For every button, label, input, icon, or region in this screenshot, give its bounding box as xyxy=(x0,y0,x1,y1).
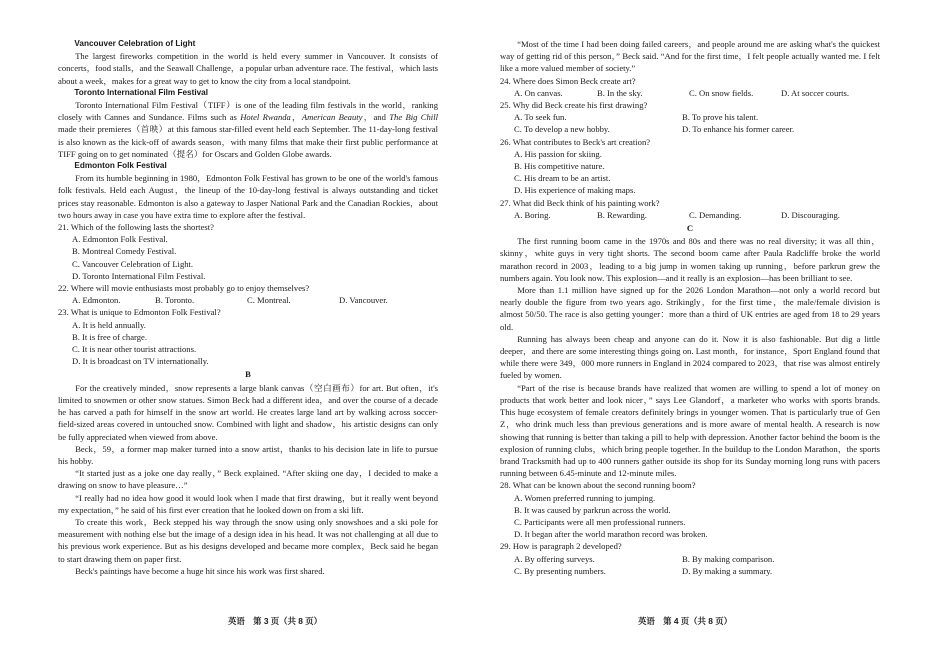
options-27 xyxy=(500,209,880,221)
paragraph-toronto xyxy=(58,99,438,160)
option-21b: B. Montreal Comedy Festival. xyxy=(72,246,177,257)
option-24a: A. On canvas. xyxy=(514,87,563,98)
question-22: 22. Where will movie enthusiasts most probably go to enjoy themselves? xyxy=(58,283,310,294)
options-29-row1 xyxy=(500,553,880,565)
option-22a: A. Edmonton. xyxy=(72,295,121,306)
option-24c: C. On snow fields. xyxy=(689,87,754,98)
option-25d: D. To enhance his former career. xyxy=(682,124,795,135)
option-29c: C. By presenting numbers. xyxy=(514,565,606,576)
option-26b: B. His competitive nature. xyxy=(514,161,605,172)
option-21c: C. Vancouver Celebration of Light. xyxy=(72,258,194,269)
options-25-row2 xyxy=(500,123,880,135)
options-29-row2 xyxy=(500,565,880,577)
option-28c: C. Participants were all men professional runners. xyxy=(514,516,686,527)
option-28b: B. It was caused by parkrun across the world. xyxy=(514,504,671,515)
option-23a: A. It is held annually. xyxy=(72,319,146,330)
option-24d: D. At soccer courts. xyxy=(781,87,850,98)
text-span: Toronto International Film Festival（TIFF）is one of the leading film festivals in the world，ranking closely with Cannes and Sundance. Films such as xyxy=(58,100,438,123)
paragraph-c4: “Part of the rise is because brands have realized that women are willing to spend a lot of money on products that work better and look nicer，” says Lee Glandorf，a marketer who works with sports brands. This huge ecosystem of female creators definitely brings in younger women. That is particularly true of Gen Z，who drink much less than previous generations and is more aware of mental health. A research is now showing that running is better than taking a pill to help with depression. Another factor behind the boom is the explosion of running clubs，which bring people together. In the buildup to the London Marathon，the sports brand Tracksmith had up to 400 runners gather outside its shop for its Sunday morning long runs with pacers running between 6.45-minute and 12-minute miles. xyxy=(500,382,880,479)
section-heading-toronto: Toronto International Film Festival xyxy=(74,87,208,97)
paragraph-c2: More than 1.1 million have signed up for the 2026 London Marathon—not only a world record but nearly double the figure from two years ago. Strikingly，for the first time，the male/female division is almost 50/50. The race is also getting younger：more than a third of UK entries are aged from 18 to 29 years old. xyxy=(500,285,880,332)
question-27: 27. What did Beck think of his painting work? xyxy=(500,197,660,208)
options-25-row1 xyxy=(500,111,880,123)
left-column xyxy=(58,38,438,577)
option-22d: D. Vancouver. xyxy=(339,295,388,306)
paragraph-c3: Running has always been cheap and anyone can do it. Now it is also fashionable. But dig a little deeper，and there are some interesting things going on. Last month，for instance，Sport England found that while there were 349，000 more runners in England in 2024 compared to 2023，that rise was almost entirely fueled by women. xyxy=(500,333,880,381)
paragraph-b1: For the creatively minded，snow represents a large blank canvas（空白画布）for art. But often，it's limited to snowmen or other snow statues. Simon Beck had a different idea，and over the course of a decade he has carved a path for himself in the snow art world. He creates large land art by walking across soccer-field-sized areas covered in untouched snow. Combined with light and shadow，his artistic designs can only be fully appreciated when viewed from above. xyxy=(58,382,438,442)
film-title: American Beauty xyxy=(301,112,363,123)
page-footer-right: 英语 第 4 页（共 8 页） xyxy=(638,616,732,626)
option-28d: D. It began after the world marathon record was broken. xyxy=(514,529,708,540)
question-29: 29. How is paragraph 2 developed? xyxy=(500,541,622,552)
text-span: ，and xyxy=(362,112,390,123)
option-29a: A. By offering surveys. xyxy=(514,553,595,564)
option-26d: D. His experience of making maps. xyxy=(514,185,636,196)
option-22c: C. Montreal. xyxy=(247,295,291,306)
options-24 xyxy=(500,87,880,99)
option-29d: D. By making a summary. xyxy=(682,565,773,576)
option-25b: B. To prove his talent. xyxy=(682,112,759,123)
text-span: ， xyxy=(290,112,302,123)
option-21d: D. Toronto International Film Festival. xyxy=(72,270,206,281)
option-27d: D. Discouraging. xyxy=(781,209,840,220)
text-span: made their premieres（首映）at this famous star-filled event held each September. The 11-day-long festival is also known as the kick-off of awards season，with many films that make their first public performance at TIFF going on to get nominated（提名）for Oscars and Golden Globe awards. xyxy=(58,124,438,159)
question-21: 21. Which of the following lasts the shortest? xyxy=(58,222,214,233)
section-label-c: C xyxy=(686,223,694,234)
option-21a: A. Edmonton Folk Festival. xyxy=(72,234,168,245)
page-footer-left: 英语 第 3 页（共 8 页） xyxy=(228,616,322,626)
section-heading-edmonton: Edmonton Folk Festival xyxy=(74,161,167,171)
option-23d: D. It is broadcast on TV internationally. xyxy=(72,356,209,367)
paragraph-b2: Beck，59，a former map maker turned into a snow artist，thanks to his decision late in life to pursue his hobby. xyxy=(58,443,438,466)
option-25a: A. To seek fun. xyxy=(514,112,567,123)
paragraph-vancouver: The largest fireworks competition in the world is held every summer in Vancouver. It consists of concerts，food stalls，and the Seawall Challenge，a popular urban adventure race. The festival，which lasts about a week，makes for a great way to get to know the city from a local standpoint. xyxy=(58,51,438,86)
option-26a: A. His passion for skiing. xyxy=(514,148,602,159)
section-heading-vancouver: Vancouver Celebration of Light xyxy=(74,39,196,48)
paragraph-b3: “It started just as a joke one day really，” Beck explained. “After skiing one day，I decided to make a drawing on snow to have pleasure…” xyxy=(58,468,438,491)
right-column xyxy=(500,38,880,577)
question-25: 25. Why did Beck create his first drawing? xyxy=(500,100,648,111)
question-23: 23. What is unique to Edmonton Folk Festival? xyxy=(58,307,221,318)
paragraph-b6: Beck's paintings have become a huge hit since his work was first shared. xyxy=(75,565,325,576)
paragraph-edmonton: From its humble beginning in 1980，Edmonton Folk Festival has grown to be one of the world's famous folk festivals. Held each August，the lineup of the 10-day-long festival is always outstanding and ticket prices stay reasonable. Edmonton is also a gateway to Jasper National Park and the Canadian Rockies，about two hours away in case you have extra time to explore after the festival. xyxy=(58,173,438,220)
question-26: 26. What contributes to Beck's art creation? xyxy=(500,136,651,147)
question-24: 24. Where does Simon Beck create art? xyxy=(500,75,636,86)
option-26c: C. His dream to be an artist. xyxy=(514,173,611,184)
paragraph-b4: “I really had no idea how good it would look when I made that first drawing，but it really went beyond my expectation，” he said of his first ever creation that he looked down on from a ski lift. xyxy=(58,492,438,515)
option-27b: B. Rewarding. xyxy=(597,209,647,220)
section-label-b: B xyxy=(245,369,251,380)
option-28a: A. Women preferred running to jumping. xyxy=(514,492,656,503)
film-title: The Big Chill xyxy=(389,112,438,123)
option-29b: B. By making comparison. xyxy=(682,553,775,564)
option-25c: C. To develop a new hobby. xyxy=(514,124,610,135)
paragraph-b5: To create this work，Beck stepped his way through the snow using only snowshoes and a ski pole for measurement with nothing else but the image of a design idea in his head. It was not challenging at all due to his previous work experience. But as his designs developed and became more complex，Beck said he began to start drawing them on paper first. xyxy=(58,516,438,564)
option-27c: C. Demanding. xyxy=(689,209,742,220)
paragraph-b7: “Most of the time I had been doing failed careers，and people around me are asking what's the quickest way of getting rid of this person，” Beck said. “And for the first time，I felt people actually wanted me. I felt like a more valued member of society.” xyxy=(500,39,880,74)
option-27a: A. Boring. xyxy=(514,209,551,220)
film-title: Hotel Rwanda xyxy=(240,112,291,123)
option-24b: B. In the sky. xyxy=(597,87,643,98)
options-22 xyxy=(58,294,438,306)
option-23c: C. It is near other tourist attractions. xyxy=(72,344,197,355)
option-23b: B. It is free of charge. xyxy=(72,331,148,342)
question-28: 28. What can be known about the second running boom? xyxy=(500,480,696,491)
paragraph-c1: The first running boom came in the 1970s and 80s and there was no real diversity; it was all thin，skinny，white guys in very tight shorts. The second boom came after Paula Radcliffe broke the world marathon record in 2003，leading to a big jump in women taking up running，before parkrun grew the numbers again. You look now. This explosion—and it really is an explosion—has been brilliant to see. xyxy=(500,236,880,283)
option-22b: B. Toronto. xyxy=(155,295,195,306)
